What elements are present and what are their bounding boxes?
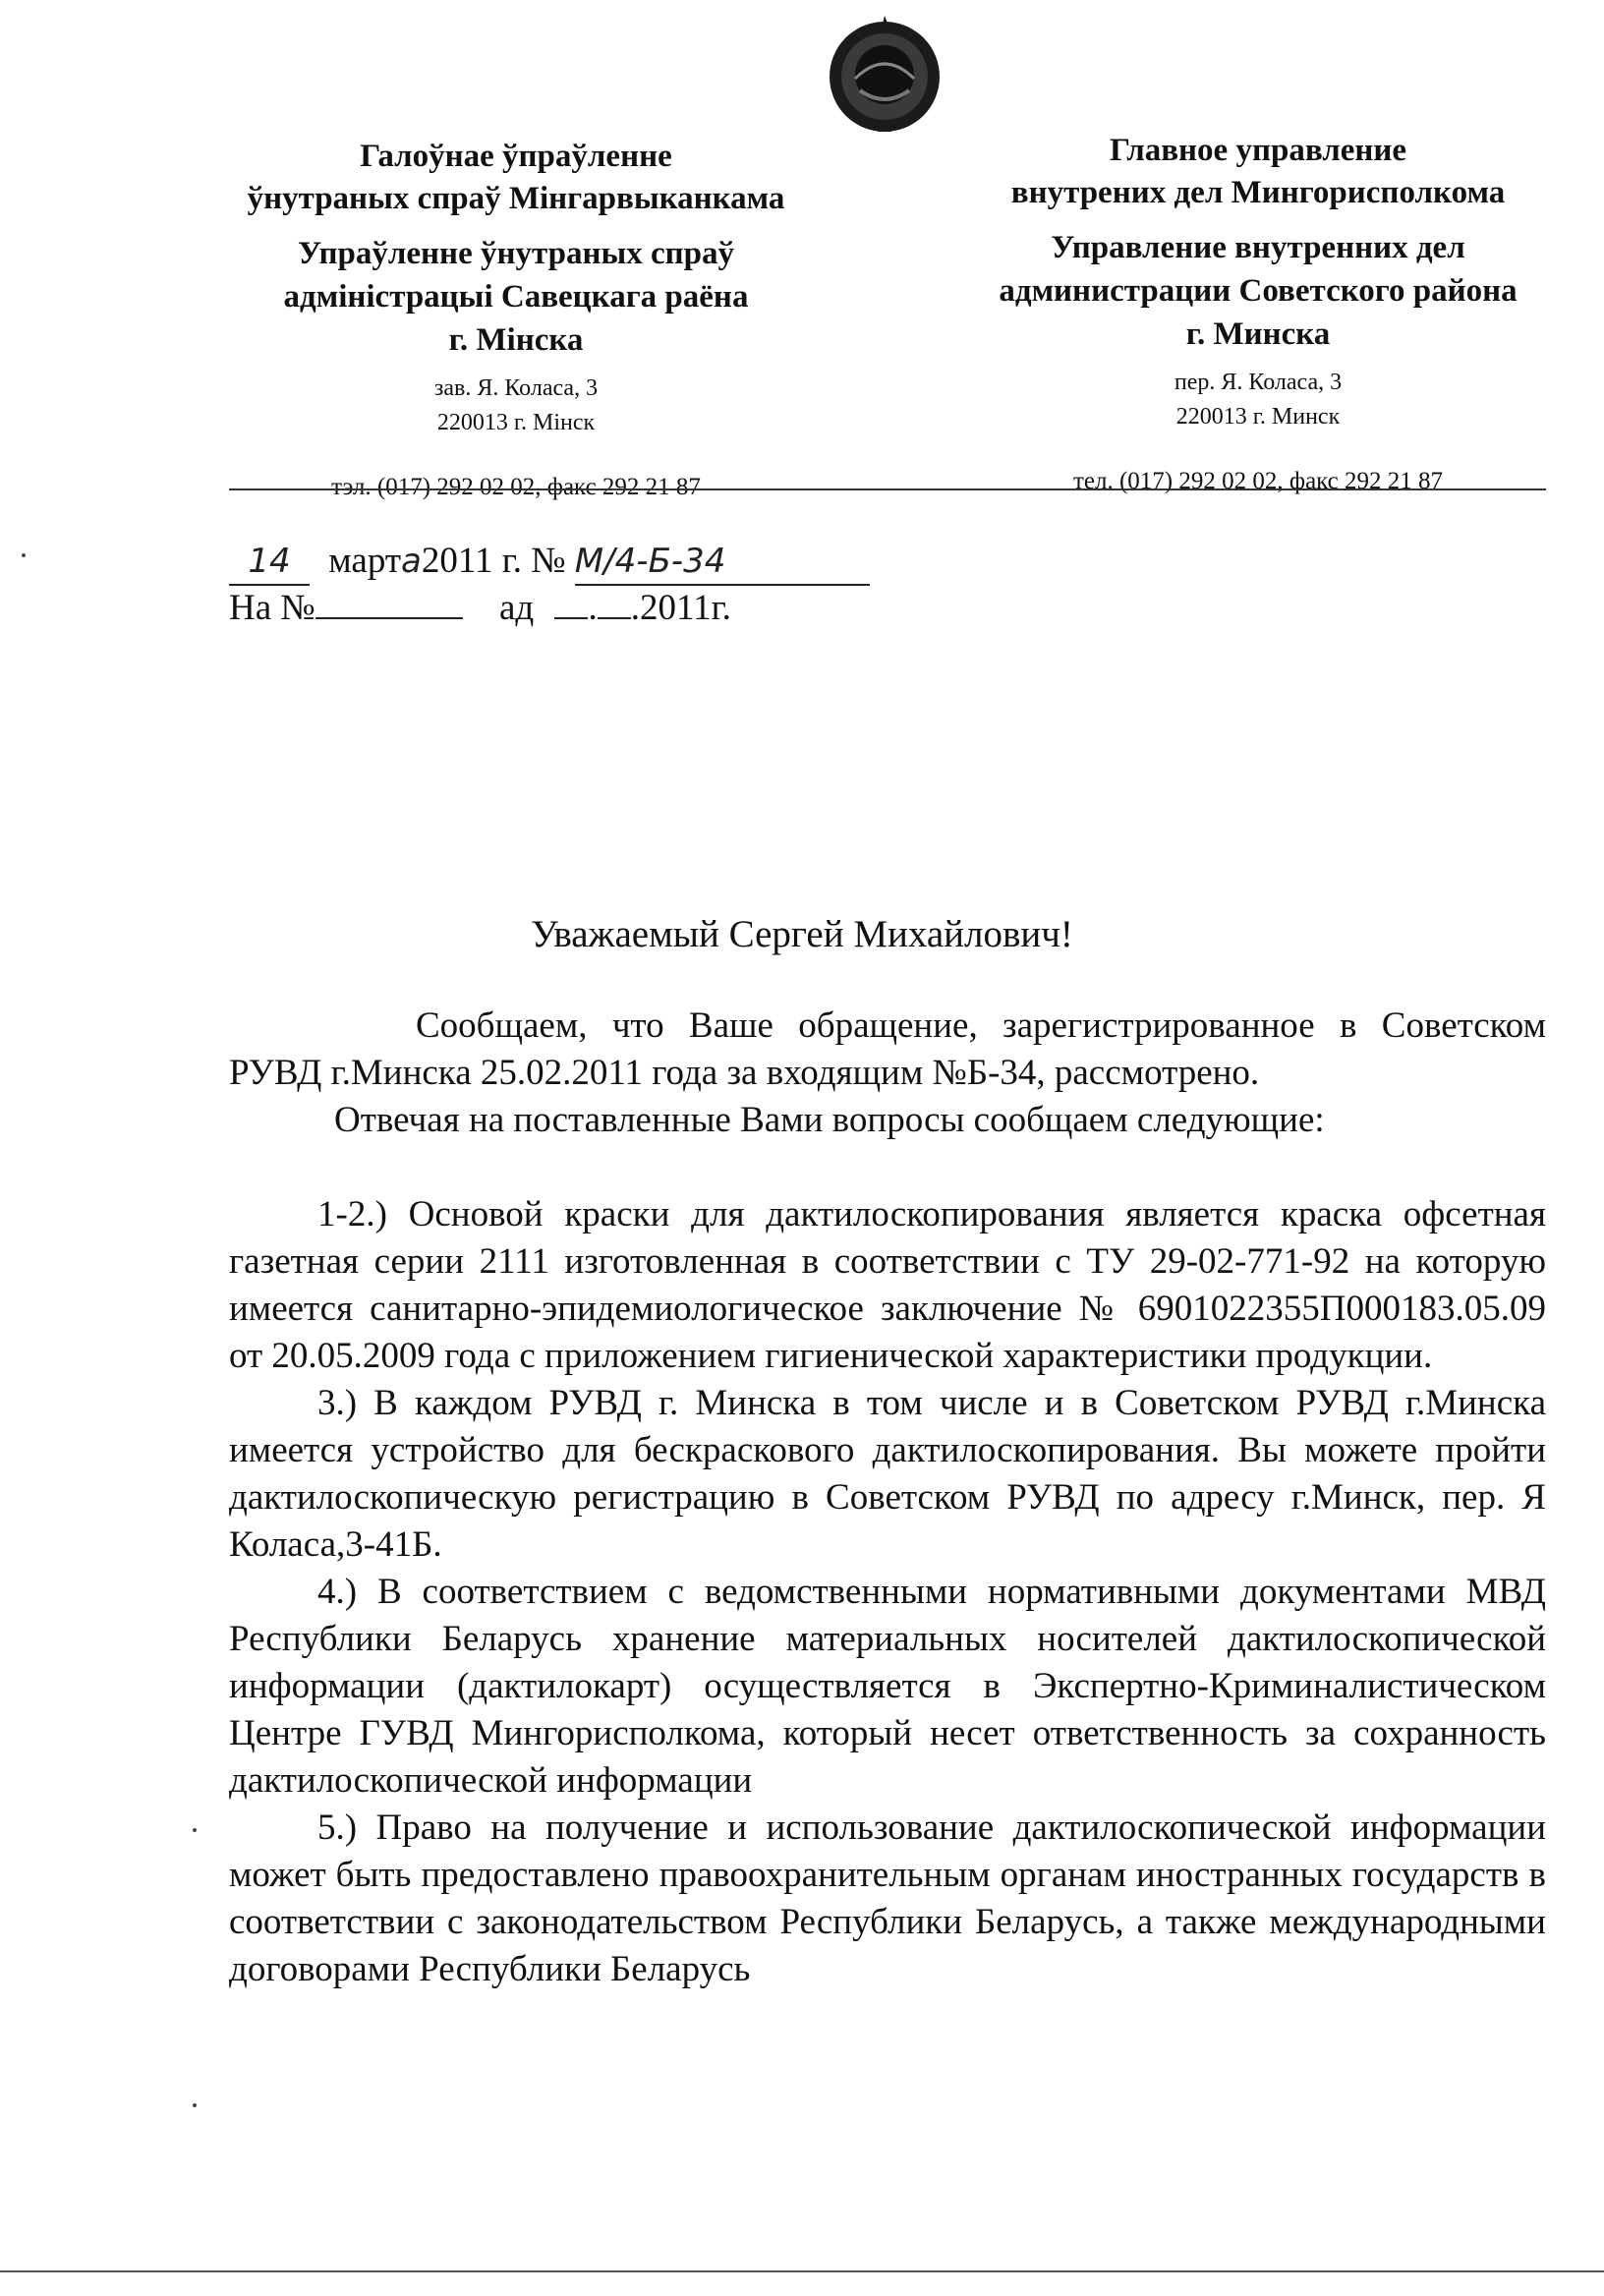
intro-paragraph: Сообщаем, что Ваше обращение, зарегистрированное в Советском РУВД г.Минска 25.02.2011 года за входящим №Б-34, рассмотрено.: [229, 1005, 1546, 1093]
answer-item: 4.) В соответствием с ведомственными нормативными документами МВД Республики Беларусь хранение материальных носителей дактилоскопической информации (дактилокарт) осуществляется в Экспертно-Криминалистическом Центре ГУВД Мингорисполкома, который несет ответственность за сохранность дактилоскопической информации: [229, 1572, 1546, 1801]
page-bottom-edge: [0, 2270, 1604, 2272]
address-ru: пер. Я. Коласа, 3 220013 г. Минск: [1174, 370, 1343, 430]
department-name-ru: Управление внутренних дел администрации Советского района г. Минска: [999, 230, 1518, 352]
ref-year: .2011г.: [630, 588, 731, 628]
date-year: 2011 г. №: [421, 541, 566, 581]
ref-day-blank: [554, 617, 588, 619]
scan-speck: [22, 553, 26, 557]
answer-item: 5.) Право на получение и использование дактилоскопической информации может быть предоставлено правоохранительным органам иностранных государств в соответствии с законодательством Республики Беларусь, а также международными договорами Республики Беларусь: [229, 1808, 1546, 1989]
header-right: [958, 130, 1558, 495]
paragraph-gap: [229, 1144, 1546, 1191]
date-month-prefix: март: [328, 541, 402, 581]
address-by: зав. Я. Коласа, 3 220013 г. Мінск: [433, 375, 599, 435]
ref-from-label: ад: [498, 588, 535, 628]
greeting: Уважаемый Сергей Михайлович!: [531, 913, 1073, 955]
date-day: 14: [229, 539, 310, 586]
lead-paragraph: Отвечая на поставленные Вами вопросы сообщаем следующие:: [334, 1100, 1325, 1140]
letter-body: [229, 1003, 1546, 1993]
answer-item: 3.) В каждом РУВД г. Минска в том числе и в Советском РУВД г.Минска имеется устройство для бескраскового дактилоскопирования. Вы можете пройти дактилоскопическую регистрацию в Советском РУВД по адресу г.Минск, пер. Я Коласа,3-41Б.: [229, 1383, 1546, 1565]
ref-month-blank: [598, 617, 631, 619]
header-divider: [229, 488, 1546, 490]
department-name-by: Упраўленне ўнутраных спраў адміністрацыі Савецкага раёна г. Мінска: [283, 236, 749, 358]
phone-ru: тел. (017) 292 02 02, факс 292 21 87: [1072, 468, 1444, 494]
ref-number-blank: [315, 617, 463, 619]
header-left: [201, 136, 831, 501]
document-number: М/4-Б-34: [575, 539, 870, 586]
org-name-ru: Главное управление внутрених дел Мингорисполкома: [1010, 133, 1506, 210]
registration-block: [229, 539, 870, 631]
phone-by: тэл. (017) 292 02 02, факс 292 21 87: [331, 474, 701, 500]
date-month-suffix: а: [401, 542, 422, 581]
scan-speck: [193, 1828, 197, 1832]
ref-label: На №: [229, 588, 315, 628]
scan-speck: [193, 2103, 197, 2107]
answer-item: 1-2.) Основой краски для дактилоскопирования является краска офсетная газетная серии 2111 изготовленная в соответствии с ТУ 29-02-771-92 на которую имеется санитарно-эпидемиологическое заключение № 6901022355П000183.05.09 от 20.05.2009 года с приложением гигиенической характеристики продукции.: [229, 1194, 1546, 1376]
registration-line: [229, 539, 870, 586]
state-emblem: [821, 10, 948, 138]
reference-line: На № ад . .2011г.: [229, 588, 731, 628]
org-name-by: Галоўнае ўпраўленне ўнутраных спраў Мінгарвыканкама: [247, 139, 785, 216]
